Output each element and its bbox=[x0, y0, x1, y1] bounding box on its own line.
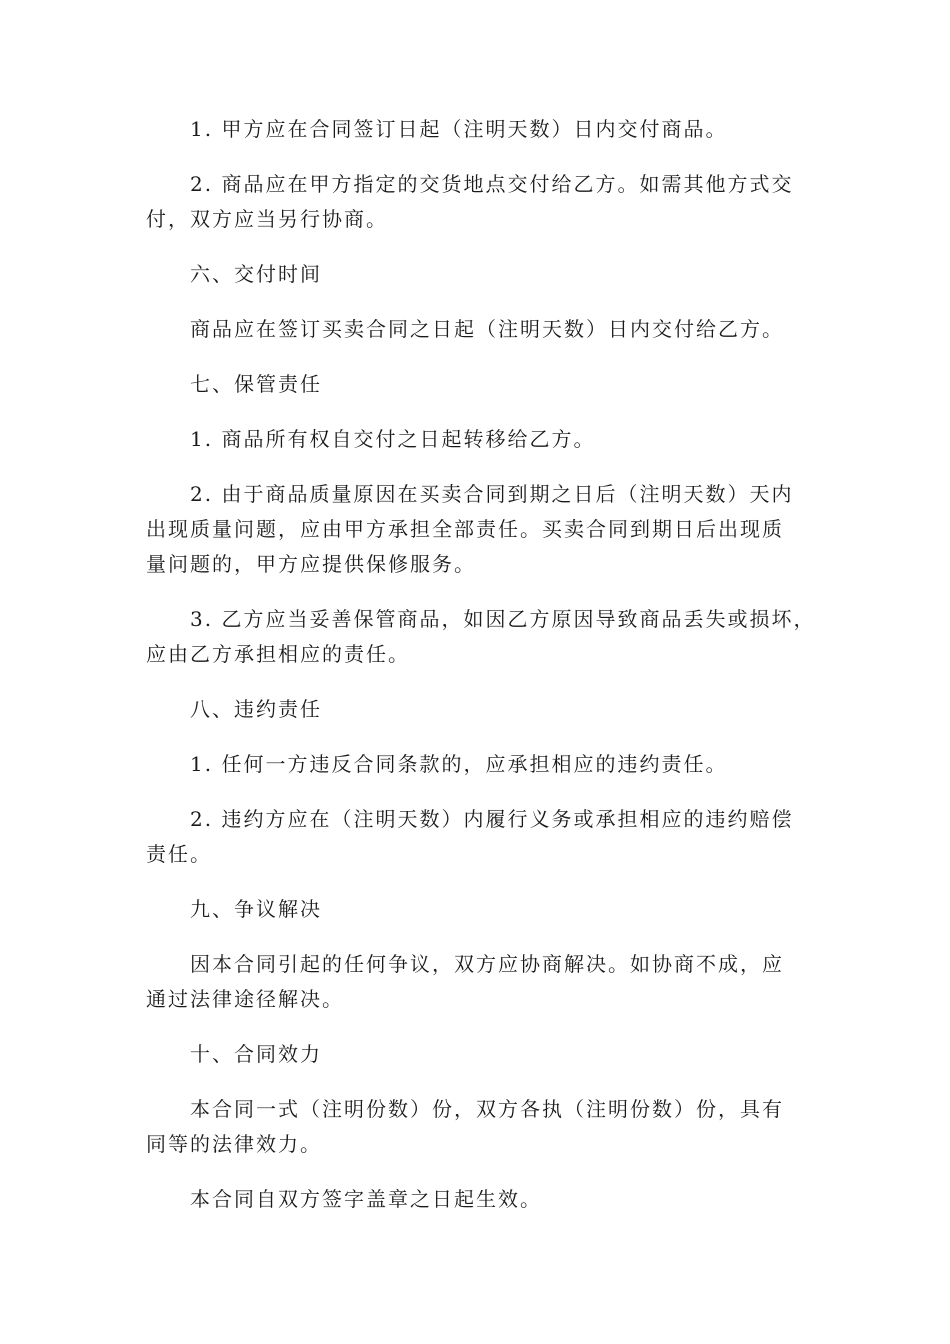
text-line: 3. 乙方应当妥善保管商品，如因乙方原因导致商品丢失或损坏， bbox=[190, 607, 816, 631]
text-line: 2. 违约方应在（注明天数）内履行义务或承担相应的违约赔偿 bbox=[190, 807, 794, 831]
text-line: 通过法律途径解决。 bbox=[146, 987, 344, 1011]
section-heading-breach bbox=[146, 692, 810, 727]
section-heading: 七、保管责任 bbox=[190, 372, 322, 396]
text-line: 本合同自双方签字盖章之日起生效。 bbox=[190, 1187, 542, 1211]
text-line: 量问题的，甲方应提供保修服务。 bbox=[146, 552, 476, 576]
section-heading: 十、合同效力 bbox=[190, 1042, 322, 1066]
text-line: 1. 商品所有权自交付之日起转移给乙方。 bbox=[190, 427, 596, 451]
section-heading: 八、违约责任 bbox=[190, 697, 322, 721]
section-heading-dispute bbox=[146, 892, 810, 927]
clause-delivery-1 bbox=[146, 112, 810, 147]
section-heading-delivery-time bbox=[146, 257, 810, 292]
section-heading: 九、争议解决 bbox=[190, 897, 322, 921]
clause-delivery-2 bbox=[146, 167, 810, 237]
clause-dispute bbox=[146, 947, 810, 1017]
text-line: 2. 由于商品质量原因在买卖合同到期之日后（注明天数）天内 bbox=[190, 482, 794, 506]
clause-delivery-time bbox=[146, 312, 810, 347]
clause-breach-1 bbox=[146, 747, 810, 782]
section-heading-validity bbox=[146, 1037, 810, 1072]
clause-custody-3 bbox=[146, 602, 816, 672]
text-line: 同等的法律效力。 bbox=[146, 1132, 322, 1156]
text-line: 责任。 bbox=[146, 842, 212, 866]
text-line: 出现质量问题，应由甲方承担全部责任。买卖合同到期日后出现质 bbox=[146, 517, 784, 541]
clause-breach-2 bbox=[146, 802, 810, 872]
clause-validity-copies bbox=[146, 1092, 810, 1162]
section-heading: 六、交付时间 bbox=[190, 262, 322, 286]
text-line: 应由乙方承担相应的责任。 bbox=[146, 642, 410, 666]
clause-custody-2 bbox=[146, 477, 810, 582]
section-heading-custody bbox=[146, 367, 810, 402]
text-line: 1. 任何一方违反合同条款的，应承担相应的违约责任。 bbox=[190, 752, 728, 776]
text-line: 2. 商品应在甲方指定的交货地点交付给乙方。如需其他方式交 bbox=[190, 172, 794, 196]
contract-body bbox=[146, 112, 816, 1217]
clause-custody-1 bbox=[146, 422, 810, 457]
clause-validity-effective bbox=[146, 1182, 810, 1217]
text-line: 付，双方应当另行协商。 bbox=[146, 207, 388, 231]
text-line: 因本合同引起的任何争议，双方应协商解决。如协商不成，应 bbox=[190, 952, 784, 976]
text-line: 本合同一式（注明份数）份，双方各执（注明份数）份，具有 bbox=[190, 1097, 784, 1121]
text-line: 商品应在签订买卖合同之日起（注明天数）日内交付给乙方。 bbox=[190, 317, 784, 341]
text-line: 1. 甲方应在合同签订日起（注明天数）日内交付商品。 bbox=[190, 117, 728, 141]
